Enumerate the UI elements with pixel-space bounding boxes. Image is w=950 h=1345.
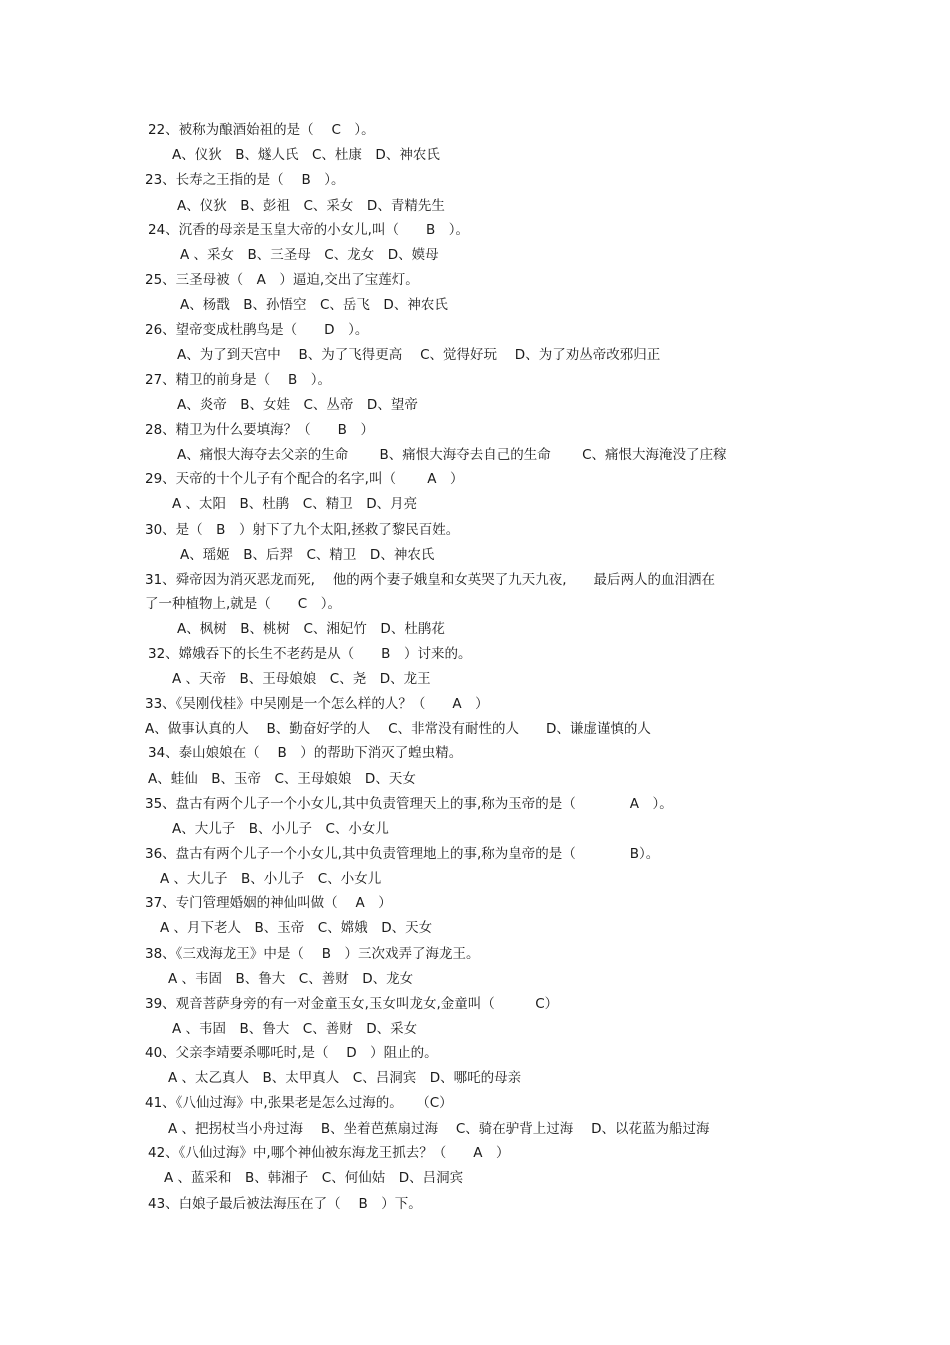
question-37-options: A 、月下老人 B、玉帝 C、嫦娥 D、天女 [160,920,433,936]
question-36-options: A 、大儿子 B、小儿子 C、小女儿 [160,871,382,887]
question-41: 41、《八仙过海》中,张果老是怎么过海的。 （C） [145,1095,453,1111]
question-39: 39、观音菩萨身旁的有一对金童玉女,玉女叫龙女,金童叫（ C） [145,996,559,1012]
question-30-options: A、瑶姬 B、后羿 C、精卫 D、神农氏 [180,547,435,563]
question-32-options: A 、天帝 B、王母娘娘 C、尧 D、龙王 [172,671,431,687]
question-22: 22、被称为酿酒始祖的是（ C ）。 [148,122,375,138]
question-40: 40、父亲李靖要杀哪吒时,是（ D ）阻止的。 [145,1045,438,1061]
question-33-options: A、做事认真的人 B、勤奋好学的人 C、非常没有耐性的人 D、谦虚谨慎的人 [145,721,651,737]
question-35: 35、盘古有两个儿子一个小女儿,其中负责管理天上的事,称为玉帝的是（ A ）。 [145,796,673,812]
question-28: 28、精卫为什么要填海？（ B ） [145,422,374,438]
question-41-options: A 、把拐杖当小舟过海 B、坐着芭蕉扇过海 C、骑在驴背上过海 D、以花蓝为船过海 [168,1121,710,1137]
question-34-options: A、蛙仙 B、玉帝 C、王母娘娘 D、天女 [148,771,416,787]
question-34: 34、泰山娘娘在（ B ）的帮助下消灭了蝗虫精。 [148,745,463,761]
question-39-options: A 、韦固 B、鲁大 C、善财 D、采女 [172,1021,418,1037]
question-23-options: A、仪狄 B、彭祖 C、采女 D、青精先生 [177,198,445,214]
question-37: 37、专门管理婚姻的神仙叫做（ A ） [145,895,392,911]
question-25-options: A、杨戬 B、孙悟空 C、岳飞 D、神农氏 [180,297,448,313]
question-40-options: A 、太乙真人 B、太甲真人 C、吕洞宾 D、哪吒的母亲 [168,1070,522,1086]
question-35-options: A、大儿子 B、小儿子 C、小女儿 [172,821,389,837]
question-23: 23、长寿之王指的是（ B ）。 [145,172,345,188]
question-29-options: A 、太阳 B、杜鹃 C、精卫 D、月亮 [172,496,418,512]
question-24: 24、沉香的母亲是玉皇大帝的小女儿,叫（ B ）。 [148,222,469,238]
question-25: 25、三圣母被（ A ）逼迫,交出了宝莲灯。 [145,272,419,288]
question-31-continued: 了一种植物上,就是（ C ）。 [145,596,341,612]
question-26: 26、望帝变成杜鹃鸟是（ D ）。 [145,322,369,338]
question-43: 43、白娘子最后被法海压在了（ B ）下。 [148,1196,422,1212]
question-33: 33、《吴刚伐桂》中吴刚是一个怎么样的人？（ A ） [145,696,489,712]
question-38: 38、《三戏海龙王》中是（ B ）三次戏弄了海龙王。 [145,946,480,962]
question-27: 27、精卫的前身是（ B ）。 [145,372,331,388]
question-31: 31、舜帝因为消灭恶龙而死, 他的两个妻子娥皇和女英哭了九天九夜, 最后两人的血泪洒在 [145,572,716,588]
question-42-options: A 、蓝采和 B、韩湘子 C、何仙姑 D、吕洞宾 [164,1170,464,1186]
question-22-options: A、仪狄 B、燧人氏 C、杜康 D、神农氏 [172,147,440,163]
question-30: 30、是（ B ）射下了九个太阳,拯救了黎民百姓。 [145,522,460,538]
question-32: 32、嫦娥吞下的长生不老药是从（ B ）讨来的。 [148,646,472,662]
question-28-options: A、痛恨大海夺去父亲的生命 B、痛恨大海夺去自己的生命 C、痛恨大海淹没了庄稼 [177,447,727,463]
question-26-options: A、为了到天宫中 B、为了飞得更高 C、觉得好玩 D、为了劝丛帝改邪归正 [177,347,661,363]
question-38-options: A 、韦固 B、鲁大 C、善财 D、龙女 [168,971,414,987]
question-29: 29、天帝的十个儿子有个配合的名字,叫（ A ） [145,471,464,487]
question-42: 42、《八仙过海》中,哪个神仙被东海龙王抓去？（ A ） [148,1145,510,1161]
question-31-options: A、枫树 B、桃树 C、湘妃竹 D、杜鹃花 [177,621,445,637]
question-36: 36、盘古有两个儿子一个小女儿,其中负责管理地上的事,称为皇帝的是（ B）。 [145,846,660,862]
question-27-options: A、炎帝 B、女娃 C、丛帝 D、望帝 [177,397,418,413]
question-24-options: A 、采女 B、三圣母 C、龙女 D、嫫母 [180,247,439,263]
